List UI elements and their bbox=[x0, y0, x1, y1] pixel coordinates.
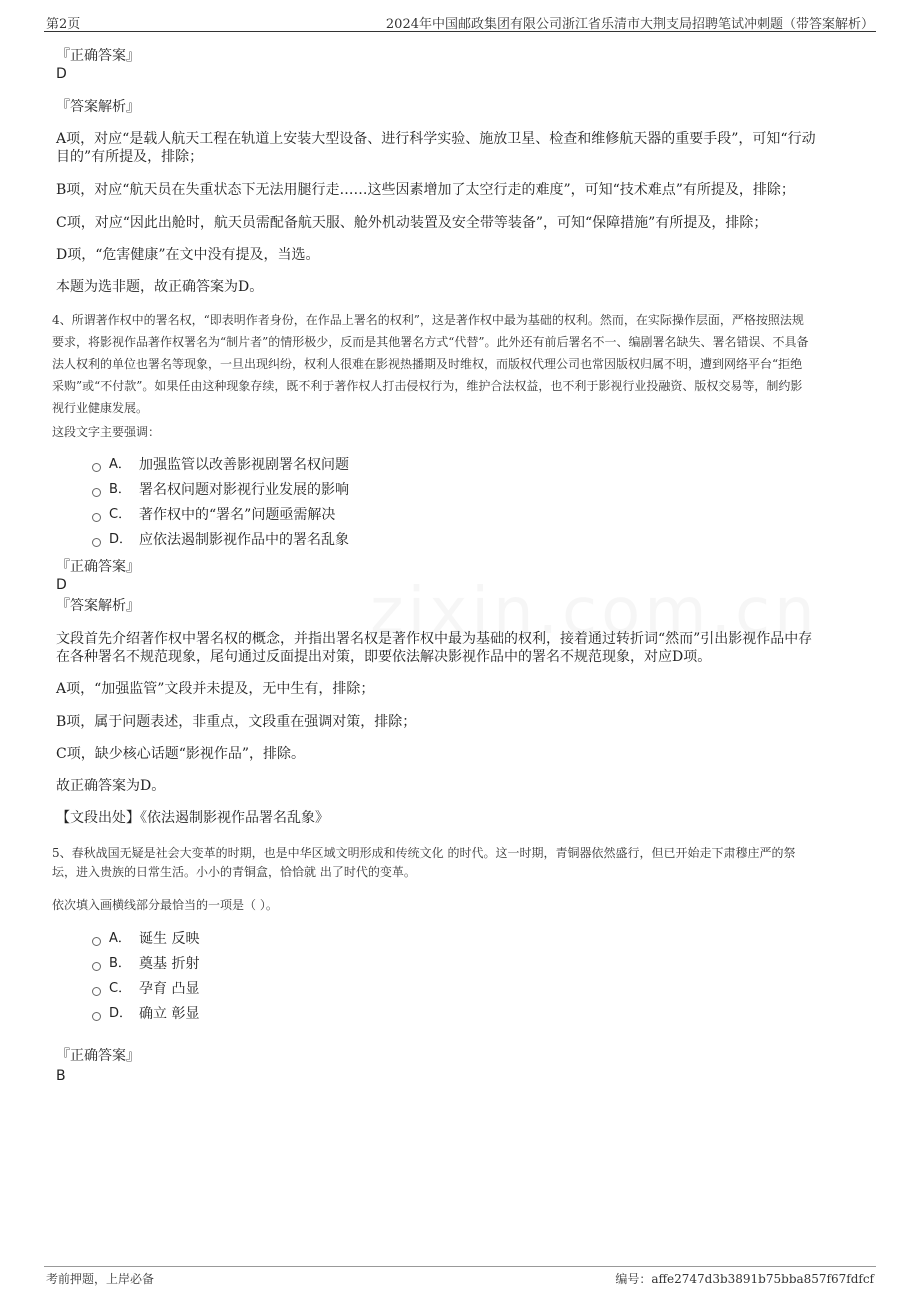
q4-stem-line: 4、所谓著作权中的署名权，“即表明作者身份，在作品上署名的权利”，这是著作权中最为基础的权利。然而，在实际操作层面，严格按照法规 bbox=[52, 313, 804, 327]
q4-option-a[interactable] bbox=[92, 455, 349, 475]
q4-analysis-line2: 在各种署名不规范现象，尾句通过反面提出对策，即要依法解决影视作品中的署名不规范现象，对应D项。 bbox=[56, 649, 712, 665]
document-id: 编号：affe2747d3b3891b75bba857f67fdfcf bbox=[615, 1272, 874, 1286]
radio-button-icon[interactable] bbox=[92, 1012, 101, 1021]
option-letter: A． bbox=[109, 457, 131, 472]
q4-prompt: 这段文字主要强调： bbox=[52, 425, 161, 439]
q5-answer-label: 『正确答案』 bbox=[56, 1048, 140, 1064]
q4-analysis-a: A项，“加强监管”文段并未提及，无中生有，排除； bbox=[56, 681, 375, 697]
q3-analysis-b: B项，对应“航天员在失重状态下无法用腿行走……这些因素增加了太空行走的难度”，可知“技术难点”有所提及，排除； bbox=[56, 182, 795, 198]
q4-stem-line: 视行业健康发展。 bbox=[52, 401, 149, 415]
footer-slogan: 考前押题，上岸必备 bbox=[46, 1272, 155, 1286]
q4-analysis-b: B项，属于问题表述，非重点，文段重在强调对策，排除； bbox=[56, 714, 417, 730]
q3-conclusion: 本题为选非题，故正确答案为D。 bbox=[56, 279, 264, 295]
q5-prompt: 依次填入画横线部分最恰当的一项是（ ）。 bbox=[52, 898, 278, 912]
radio-button-icon[interactable] bbox=[92, 538, 101, 547]
option-letter: B． bbox=[109, 956, 131, 971]
radio-button-icon[interactable] bbox=[92, 463, 101, 472]
option-text: 署名权问题对影视行业发展的影响 bbox=[139, 482, 349, 498]
header-divider bbox=[44, 31, 876, 32]
q5-stem-line1: 5、春秋战国无疑是社会大变革的时期，也是中华区域文明形成和传统文化 的时代。这一时期，青铜器依然盛行，但已开始走下肃穆庄严的祭 bbox=[52, 846, 796, 860]
option-text: 加强监管以改善影视剧署名权问题 bbox=[139, 457, 349, 473]
page-number: 第2页 bbox=[46, 17, 81, 32]
radio-button-icon[interactable] bbox=[92, 488, 101, 497]
option-letter: C． bbox=[109, 507, 132, 522]
option-letter: A． bbox=[109, 931, 131, 946]
q5-stem-line2: 坛，进入贵族的日常生活。小小的青铜盒，恰恰就 出了时代的变革。 bbox=[52, 865, 416, 879]
q5-answer: B bbox=[56, 1068, 66, 1084]
option-text: 孕育 凸显 bbox=[139, 981, 200, 997]
q3-answer-label: 『正确答案』 bbox=[56, 48, 140, 64]
footer-divider bbox=[44, 1266, 876, 1267]
q4-analysis-label: 『答案解析』 bbox=[56, 598, 140, 614]
q5-option-c[interactable] bbox=[92, 979, 199, 999]
q4-analysis-c: C项，缺少核心话题“影视作品”，排除。 bbox=[56, 746, 306, 762]
option-text: 奠基 折射 bbox=[139, 956, 200, 972]
q4-conclusion: 故正确答案为D。 bbox=[56, 778, 166, 794]
option-letter: D． bbox=[109, 1006, 133, 1021]
q3-analysis-a-line2: 目的”有所提及，排除； bbox=[56, 149, 204, 165]
q4-option-b[interactable] bbox=[92, 480, 349, 500]
radio-button-icon[interactable] bbox=[92, 987, 101, 996]
q4-stem-line: 要求，将影视作品著作权署名为“制片者”的情形极少，反而是其他署名方式“代替”。此外还有前后署名不一、编剧署名缺失、署名错误、不具备 bbox=[52, 335, 809, 349]
option-letter: D． bbox=[109, 532, 133, 547]
q4-option-c[interactable] bbox=[92, 505, 335, 525]
q3-analysis-a-line1: A项，对应“是载人航天工程在轨道上安装大型设备、进行科学实验、施放卫星、检查和维修航天器的重要手段”，可知“行动 bbox=[56, 131, 816, 147]
option-letter: C． bbox=[109, 981, 132, 996]
q4-source: 【文段出处】《依法遏制影视作品署名乱象》 bbox=[56, 810, 329, 826]
radio-button-icon[interactable] bbox=[92, 513, 101, 522]
q3-analysis-label: 『答案解析』 bbox=[56, 99, 140, 115]
option-text: 应依法遏制影视作品中的署名乱象 bbox=[139, 532, 349, 548]
q4-option-d[interactable] bbox=[92, 530, 349, 550]
option-letter: B． bbox=[109, 482, 131, 497]
q4-answer-label: 『正确答案』 bbox=[56, 559, 140, 575]
option-text: 著作权中的“署名”问题亟需解决 bbox=[139, 507, 336, 523]
radio-button-icon[interactable] bbox=[92, 962, 101, 971]
q4-answer: D bbox=[56, 577, 67, 593]
radio-button-icon[interactable] bbox=[92, 937, 101, 946]
q4-analysis-line1: 文段首先介绍著作权中署名权的概念，并指出署名权是著作权中最为基础的权利，接着通过转折词“然而”引出影视作品中存 bbox=[56, 631, 813, 647]
q4-stem bbox=[52, 309, 872, 419]
q3-analysis-c: C项，对应“因此出舱时，航天员需配备航天服、舱外机动装置及安全带等装备”，可知“保障措施”有所提及，排除； bbox=[56, 215, 768, 231]
q5-option-b[interactable] bbox=[92, 954, 199, 974]
q5-option-d[interactable] bbox=[92, 1004, 199, 1024]
q4-stem-line: 法人权利的单位也署名等现象，一旦出现纠纷，权利人很难在影视热播期及时维权，而版权代理公司也常因版权归属不明，遭到网络平台“拒绝 bbox=[52, 357, 803, 371]
option-text: 确立 彰显 bbox=[139, 1006, 200, 1022]
document-title: 2024年中国邮政集团有限公司浙江省乐清市大荆支局招聘笔试冲刺题（带答案解析） bbox=[385, 17, 874, 32]
q4-stem-line: 采购”或“不付款”。如果任由这种现象存续，既不利于著作权人打击侵权行为，维护合法权益，也不利于影视行业投融资、版权交易等，制约影 bbox=[52, 379, 803, 393]
q3-analysis-d: D项，“危害健康”在文中没有提及，当选。 bbox=[56, 247, 320, 263]
option-text: 诞生 反映 bbox=[139, 931, 200, 947]
q5-option-a[interactable] bbox=[92, 929, 199, 949]
q3-answer: D bbox=[56, 66, 67, 82]
